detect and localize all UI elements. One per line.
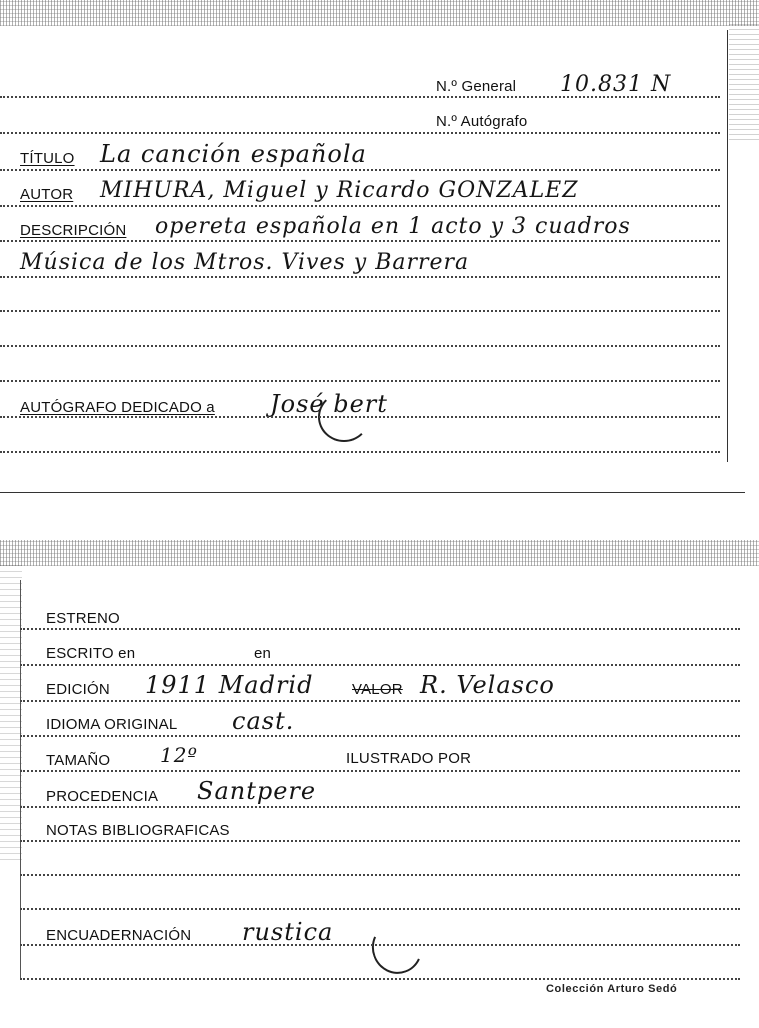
rule-blank-6 (20, 908, 740, 910)
edicion-label: EDICIÓN (46, 681, 110, 698)
notas-label: NOTAS BIBLIOGRAFICAS (46, 822, 230, 839)
rule-autografo (0, 132, 720, 134)
estreno-label: ESTRENO (46, 610, 120, 627)
valor-label: VALOR (352, 681, 403, 698)
rule-estreno (20, 628, 740, 630)
valor-value: R. Velasco (420, 671, 555, 699)
rule-blank-7 (20, 978, 740, 980)
autor-value: MIHURA, Miguel y Ricardo GONZALEZ (100, 178, 579, 203)
scan-noise-top (0, 0, 759, 26)
procedencia-value: Santpere (197, 777, 317, 805)
encuadernacion-label: ENCUADERNACIÓN (46, 927, 192, 944)
rule-escrito (20, 664, 740, 666)
general-number-value: 10.831 N (560, 72, 672, 97)
dedicado-value: José bert (270, 390, 388, 418)
encuadernacion-value: rustica (242, 918, 334, 946)
escrito-en-label: en (254, 645, 272, 662)
titulo-label: TÍTULO (20, 150, 75, 167)
scan-edge-left (0, 560, 22, 860)
tamano-value: 12º (160, 743, 198, 767)
descripcion-line-2: Música de los Mtros. Vives y Barrera (20, 250, 470, 275)
rule-autor (0, 205, 720, 207)
rule-idioma (20, 735, 740, 737)
rule-dedicado (0, 416, 720, 418)
autografo-number-label: N.º Autógrafo (436, 113, 528, 130)
rule-encuadernacion (20, 944, 740, 946)
rule-procedencia (20, 806, 740, 808)
titulo-value: La canción española (100, 140, 367, 168)
punch-hole-back (365, 915, 430, 981)
rule-blank-3 (0, 380, 720, 382)
card-back-left-border (20, 580, 21, 980)
rule-edicion (20, 700, 740, 702)
rule-blank-2 (0, 345, 720, 347)
autor-label: AUTOR (20, 186, 74, 203)
rule-general (0, 96, 720, 98)
procedencia-label: PROCEDENCIA (46, 788, 159, 805)
escrito-label: ESCRITO en (46, 645, 136, 662)
dedicado-label: AUTÓGRAFO DEDICADO a (20, 399, 215, 416)
descripcion-value: opereta española en 1 acto y 3 cuadros (155, 214, 631, 239)
rule-blank-4 (0, 451, 720, 453)
rule-notas (20, 840, 740, 842)
tamano-label: TAMAÑO (46, 752, 111, 769)
descripcion-label: DESCRIPCIÓN (20, 222, 127, 239)
idioma-label: IDIOMA ORIGINAL (46, 716, 178, 733)
scan-noise-middle (0, 540, 759, 566)
card-front-bottom-edge (0, 492, 745, 493)
scan-edge-right (729, 20, 759, 140)
general-number-label: N.º General (436, 78, 517, 95)
rule-descripcion (0, 240, 720, 242)
rule-blank-1 (0, 310, 720, 312)
rule-descripcion-2 (0, 276, 720, 278)
idioma-value: cast. (232, 707, 295, 735)
rule-titulo (0, 169, 720, 171)
collection-credit: Colección Arturo Sedó (546, 983, 678, 995)
rule-blank-5 (20, 874, 740, 876)
rule-tamano (20, 770, 740, 772)
edicion-value: 1911 Madrid (145, 671, 314, 699)
ilustrado-label: ILUSTRADO POR (346, 750, 472, 767)
card-front-right-border (727, 30, 728, 462)
